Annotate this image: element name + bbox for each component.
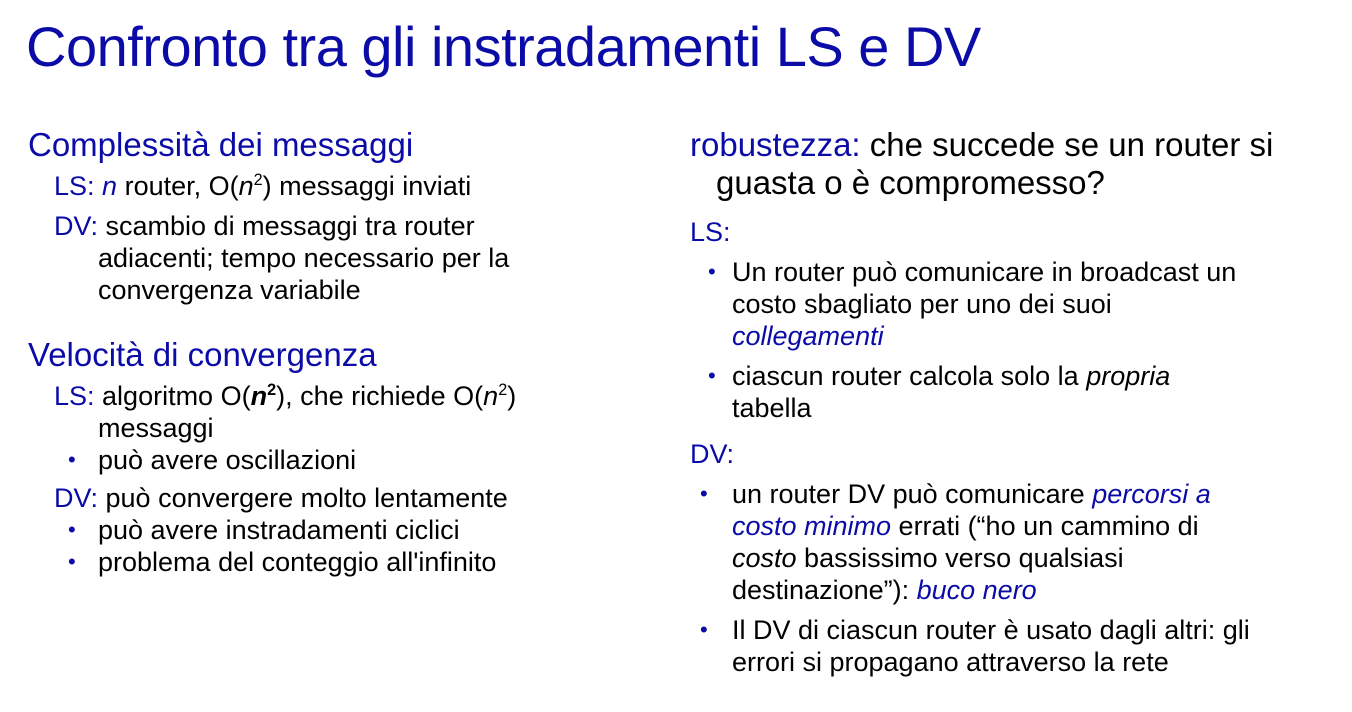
dv-label: DV: — [54, 211, 99, 241]
slide-title: Confronto tra gli instradamenti LS e DV — [26, 15, 981, 78]
bullet-icon: • — [68, 447, 76, 472]
list-item: • può avere oscillazioni — [68, 445, 357, 475]
ls-label: LS: — [690, 217, 731, 247]
list-item: • ciascun router calcola solo la propria tabella — [708, 361, 1171, 423]
bullet-icon: • — [68, 549, 76, 574]
speed-heading: Velocità di convergenza — [28, 336, 377, 373]
list-item: • può avere instradamenti ciclici — [68, 515, 460, 545]
speed-dv-line: DV: può convergere molto lentamente — [54, 483, 508, 513]
complexity-dv-item: DV: scambio di messaggi tra router adiacenti; tempo necessario per la convergenza variabile — [54, 211, 510, 305]
robustness-label: robustezza: — [690, 126, 861, 163]
list-item: • problema del conteggio all'infinito — [68, 547, 497, 577]
list-item: • Un router può comunicare in broadcast un costo sbagliato per uno dei suoi collegamenti — [708, 257, 1237, 351]
list-item: • un router DV può comunicare percorsi a costo minimo errati (“ho un cammino di costo bassissimo verso qualsiasi destinazione”): buco nero — [700, 479, 1211, 605]
bullet-icon: • — [708, 259, 716, 284]
robustness-heading: robustezza: che succede se un router si — [690, 126, 1274, 163]
dv-label: DV: — [54, 483, 99, 513]
list-item: • Il DV di ciascun router è usato dagli altri: gli errori si propagano attraverso la rete — [700, 615, 1250, 677]
complexity-ls-line: LS: n router, $O(n^2)$ messaggi inviati — [54, 171, 472, 201]
dv-label: DV: — [690, 439, 735, 469]
complexity-heading: Complessità dei messaggi — [28, 126, 414, 163]
bullet-icon: • — [700, 617, 708, 642]
right-column — [690, 126, 1340, 678]
n-variable: n — [102, 171, 118, 201]
bullet-icon: • — [68, 517, 76, 542]
bullet-icon: • — [700, 481, 708, 506]
ls-label: LS: — [54, 381, 95, 411]
speed-ls-item: LS: algoritmo $O(n^2)$, che richiede $O(n^2)$ messaggi — [54, 381, 517, 443]
robustness-heading-line2: guasta o è compromesso? — [716, 164, 1105, 201]
ls-label: LS: — [54, 171, 95, 201]
bullet-icon: • — [708, 363, 716, 388]
left-column — [28, 126, 648, 578]
